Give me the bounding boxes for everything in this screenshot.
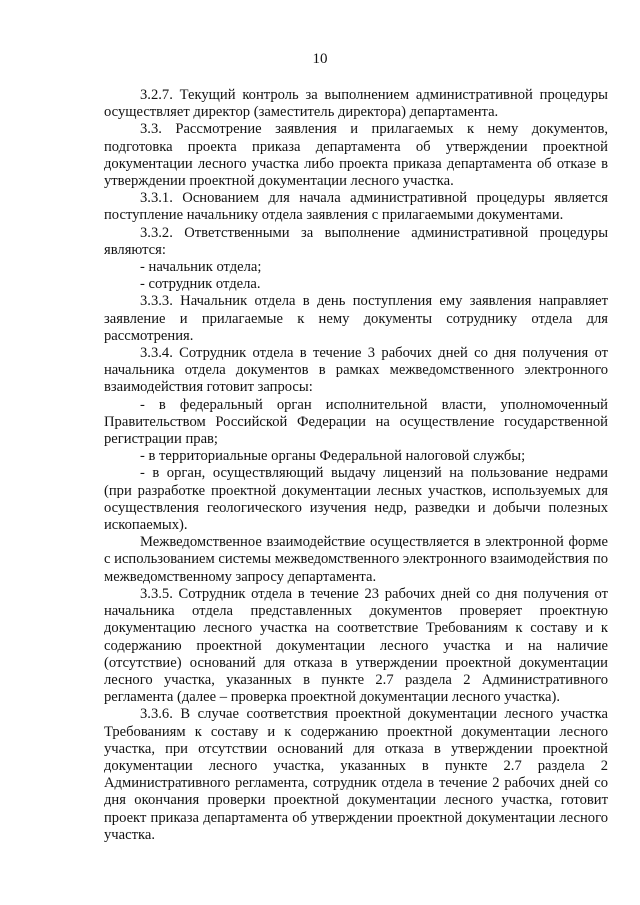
paragraph-3-3-1: 3.3.1. Основанием для начала административной процедуры является поступление начальнику отдела заявления с прилагаемыми документами. <box>104 190 608 224</box>
paragraph-3-3-3: 3.3.3. Начальник отдела в день поступления ему заявления направляет заявление и прилагаемые к нему документы сотруднику отдела для рассмотрения. <box>104 293 608 344</box>
list-item: - в федеральный орган исполнительной власти, уполномоченный Правительством Российской Федерации на осуществление государственной регистрации прав; <box>104 396 608 448</box>
document-body <box>104 87 608 844</box>
list-item: - в орган, осуществляющий выдачу лицензий на пользование недрами (при разработке проектной документации лесных участков, используемых для осуществления геологического изучения недр, разведки и добычи полезных ископаемых). <box>104 465 608 534</box>
list-item: - в территориальные органы Федеральной налоговой службы; <box>140 448 526 465</box>
paragraph-3-2-7: 3.2.7. Текущий контроль за выполнением административной процедуры осуществляет директор (заместитель директора) департамента. <box>104 87 608 121</box>
paragraph-interaction: Межведомственное взаимодействие осуществляется в электронной форме с использованием системы межведомственного электронного взаимодействия по межведомственному запросу департамента. <box>104 534 608 585</box>
paragraph-3-3-2: 3.3.2. Ответственными за выполнение административной процедуры являются: <box>104 224 608 258</box>
paragraph-3-3: 3.3. Рассмотрение заявления и прилагаемых к нему документов, подготовка проекта приказа департамента об утверждении проектной документации лесного участка либо проекта приказа департамента об отказе в утверждении проектной документации лесного участка. <box>104 121 608 190</box>
paragraph-3-3-6: 3.3.6. В случае соответствия проектной документации лесного участка Требованиям к составу и к содержанию проектной документации лесного участка, при отсутствии оснований для отказа в утверждении проектной документации лесного участка, указанных в пункте 2.7 раздела 2 Административного регламента, сотрудник отдела в течение 2 рабочих дней со дня окончания проверки проектной документации лесного участка, готовит проект приказа департамента об утверждении проектной документации лесного участка. <box>104 706 608 843</box>
paragraph-3-3-5: 3.3.5. Сотрудник отдела в течение 23 рабочих дней со дня получения от начальника отдела представленных документов проверяет проектную документацию лесного участка на соответствие Требованиям к составу и к содержанию проектной документации лесного участка и на наличие (отсутствие) оснований для отказа в утверждении проектной документации лесного участка, указанных в пункте 2.7 раздела 2 Административного регламента (далее – проверка проектной документации лесного участка). <box>104 585 608 706</box>
list-item: - начальник отдела; <box>140 259 262 276</box>
page-number: 10 <box>312 51 328 67</box>
list-item: - сотрудник отдела. <box>140 276 261 293</box>
paragraph-3-3-4: 3.3.4. Сотрудник отдела в течение 3 рабочих дней со дня получения от начальника отдела документов в рамках межведомственного электронного взаимодействия готовит запросы: <box>104 345 608 396</box>
